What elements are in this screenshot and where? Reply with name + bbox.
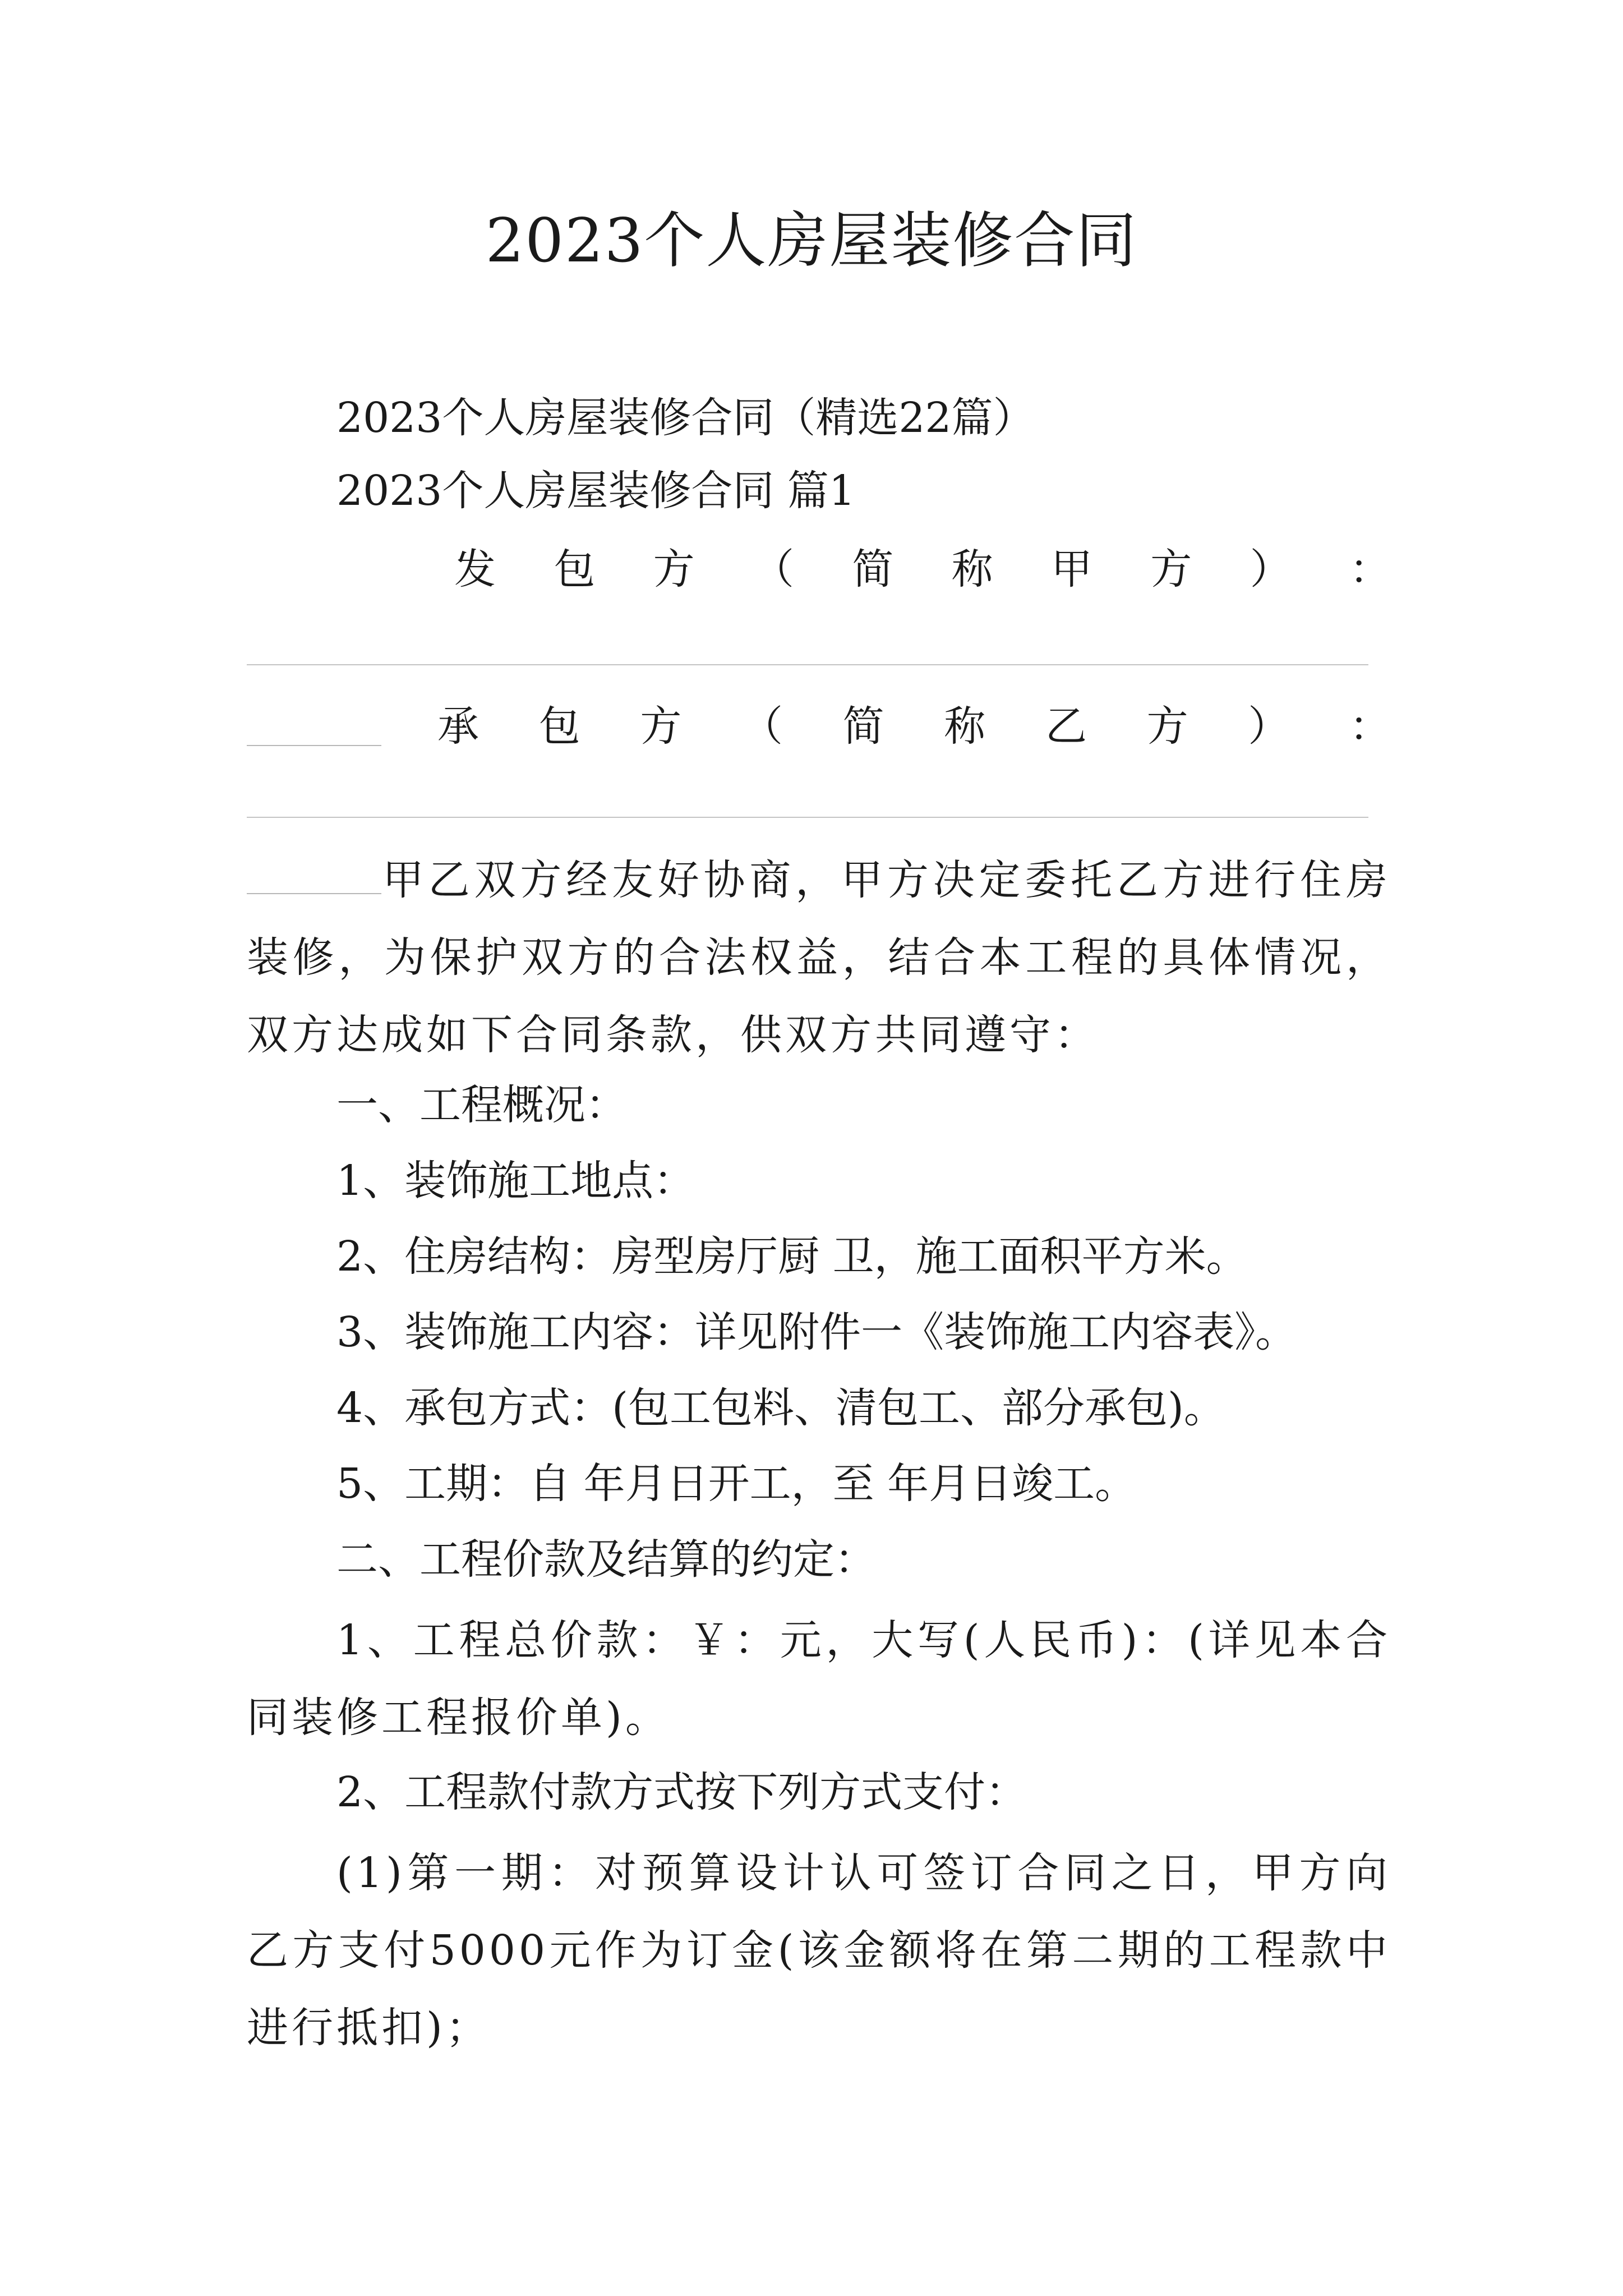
section-heading: 2023个人房屋装修合同 篇1 [336,467,855,515]
intro-paragraph [247,841,1391,1074]
party-label-char: ： [1349,702,1391,751]
intro-text: 甲乙双方经友好协商，甲方决定委托乙方进行住房装修，为保护双方的合法权益，结合本工程的具体情况，双方达成如下合同条款，供双方共同遵守： [247,856,1391,1059]
party-label-char: 包 [538,702,580,751]
payment-item-2: 2、工程款付款方式按下列方式支付： [336,1768,1027,1816]
party-label-char: 称 [944,702,986,751]
party-label-char: 乙 [1045,702,1087,751]
clause-1-item-4: 4、承包方式：(包工包料、清包工、部分承包)。 [336,1384,1225,1432]
party-label-char: （ [752,545,794,593]
party-a-line [247,539,1391,606]
party-a-blank-end [247,745,381,746]
party-label-char: 简 [852,545,894,593]
party-b-blank-end [247,843,381,894]
party-label-char: 甲 [1050,545,1092,593]
party-label-char: 称 [951,545,993,593]
party-b-label [437,696,1391,757]
clause-1-heading: 一、工程概况： [336,1081,627,1129]
clause-1-item-5: 5、工期：自 年月日开工，至 年月日竣工。 [336,1460,1137,1508]
party-a-label [454,539,1391,600]
party-label-char: ） [1248,702,1290,751]
payment-item-3: (1)第一期：对预算设计认可签订合同之日，甲方向乙方支付5000元作为订金(该金额将在第二期的工程款中进行抵扣)； [247,1849,1391,2052]
document-title: 2023个人房屋装修合同 [485,206,1138,276]
party-label-char: 方 [1146,702,1188,751]
party-b-line [247,696,1391,763]
clause-2-heading: 二、工程价款及结算的约定： [336,1535,876,1584]
party-label-char: 包 [554,545,596,593]
payment-item-1: 1、工程总价款：￥：元，大写(人民币)：(详见本合同装修工程报价单)。 [247,1616,1391,1742]
clause-1-item-1: 1、装饰施工地点： [336,1157,695,1205]
party-label-char: 方 [1150,545,1192,593]
party-label-char: 方 [640,702,682,751]
party-b-blank-line [247,817,1368,818]
clause-1-item-3: 3、装饰施工内容：详见附件一《装饰施工内容表》。 [336,1308,1297,1356]
party-label-char: ： [1349,545,1391,593]
party-label-char: 发 [454,545,496,593]
party-label-char: 方 [653,545,695,593]
document-subtitle: 2023个人房屋装修合同（精选22篇） [336,394,1035,442]
clause-1-item-2: 2、住房结构：房型房厅厨 卫，施工面积平方米。 [336,1232,1248,1281]
party-label-char: 承 [437,702,479,751]
party-label-char: ） [1249,545,1292,593]
party-a-blank-line [247,664,1368,665]
party-label-char: （ [741,702,783,751]
party-label-char: 简 [842,702,884,751]
